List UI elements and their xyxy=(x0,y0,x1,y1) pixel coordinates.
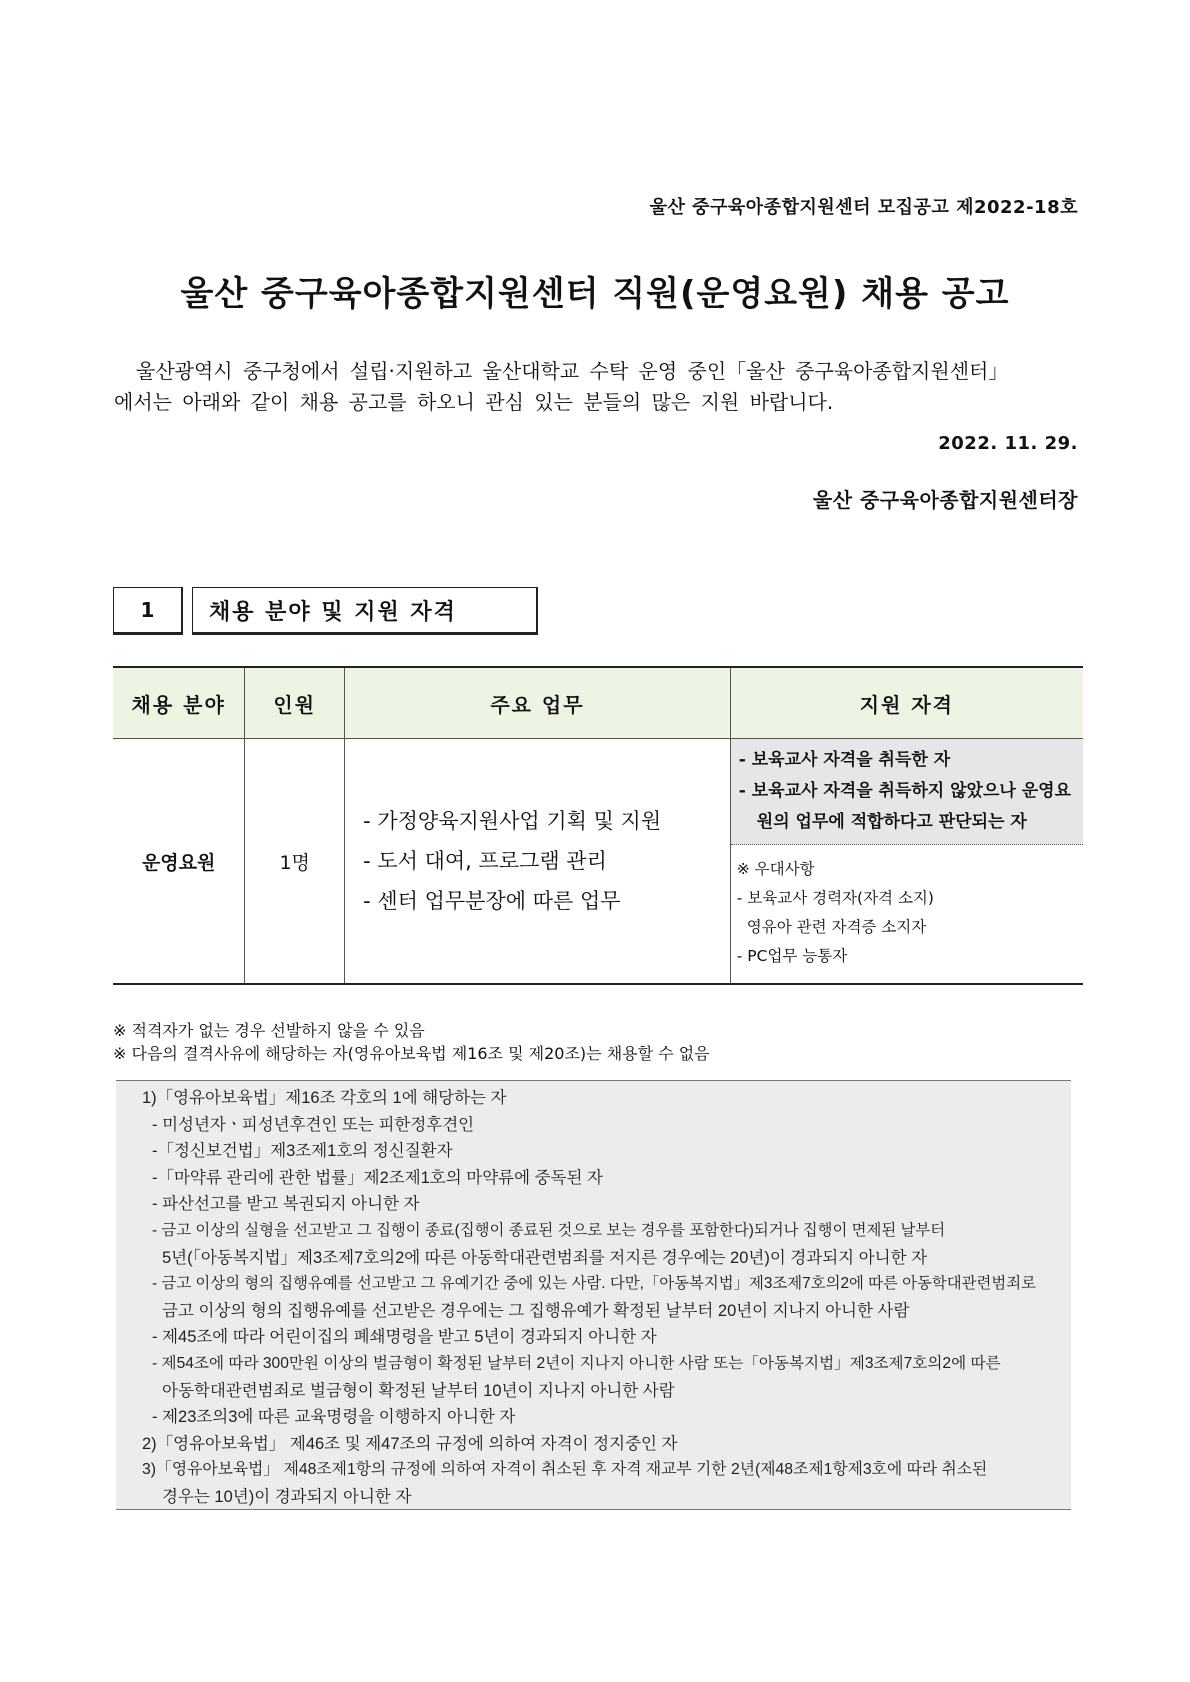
section-title: 채용 분야 및 지원 자격 xyxy=(192,587,538,635)
list-item: - 금고 이상의 형의 집행유예를 선고받고 그 유예기간 중에 있는 사람. 다만,「아동복지법」제3조제7호의2에 따른 아동학대관련범죄로 xyxy=(152,1275,1036,1293)
list-item: - 제54조에 따라 300만원 이상의 벌금형이 확정된 날부터 2년이 지나지 아니한 사람 또는「아동복지법」제3조제7호의2에 따른 xyxy=(152,1354,1001,1372)
list-item: - 미성년자ㆍ피성년후견인 또는 피한정후견인 xyxy=(152,1115,475,1134)
notice-date: 2022. 11. 29. xyxy=(938,433,1078,454)
section-number: 1 xyxy=(113,587,183,635)
required-qualifications xyxy=(731,739,1083,845)
list-item: 금고 이상의 형의 집행유예를 선고받은 경우에는 그 집행유예가 확정된 날부터 20년이 지나지 아니한 사람 xyxy=(162,1301,910,1320)
note-no-candidate: ※ 적격자가 없는 경우 선발하지 않을 수 있음 xyxy=(113,1021,425,1040)
header-qualifications: 지원 자격 xyxy=(730,667,1083,739)
disqualification-box xyxy=(116,1080,1071,1510)
cell-field: 운영요원 xyxy=(113,739,245,985)
list-item: -「정신보건법」제3조제1호의 정신질환자 xyxy=(152,1142,453,1161)
qualification-item: - 보육교사 자격을 취득하지 않았으나 운영요원의 업무에 적합하다고 판단되는 자 xyxy=(738,781,1072,832)
recruitment-table xyxy=(113,666,1083,985)
list-item: - 파산선고를 받고 복권되지 아니한 자 xyxy=(152,1195,420,1214)
header-field: 채용 분야 xyxy=(113,667,245,739)
list-item: - 제45조에 따라 어린이집의 폐쇄명령을 받고 5년이 경과되지 아니한 자 xyxy=(152,1328,657,1347)
list-item: 1)「영유아보육법」제16조 각호의 1에 해당하는 자 xyxy=(142,1089,507,1107)
cell-qualifications xyxy=(730,739,1083,985)
table-row xyxy=(113,739,1083,985)
duty-item: - 도서 대여, 프로그램 관리 xyxy=(363,849,607,873)
duty-item: - 센터 업무분장에 따른 업무 xyxy=(363,889,621,913)
intro-line-2: 에서는 아래와 같이 채용 공고를 하오니 관심 있는 분들의 많은 지원 바랍니다. xyxy=(114,390,834,414)
intro-line-1: 울산광역시 중구청에서 설립·지원하고 울산대학교 수탁 운영 중인「울산 중구육아종합지원센터」 xyxy=(136,359,1009,383)
preference-item: 영유아 관련 자격증 소지자 xyxy=(746,918,927,936)
table-header-row xyxy=(113,667,1083,739)
signer: 울산 중구육아종합지원센터장 xyxy=(812,488,1078,512)
cell-duties xyxy=(345,739,731,985)
list-item: 5년(「아동복지법」제3조제7호의2에 따른 아동학대관련범죄를 저지른 경우에는 20년)이 경과되지 아니한 자 xyxy=(162,1248,928,1267)
list-item: 아동학대관련범죄로 벌금형이 확정된 날부터 10년이 지나지 아니한 사람 xyxy=(162,1381,675,1400)
list-item: - 제23조의3에 따른 교육명령을 이행하지 아니한 자 xyxy=(152,1408,516,1427)
duty-item: - 가정양육지원사업 기획 및 지원 xyxy=(363,809,662,833)
preferences xyxy=(731,845,1083,983)
list-item: 2)「영유아보육법」 제46조 및 제47조의 규정에 의하여 자격이 정지중인 자 xyxy=(142,1434,678,1453)
list-item: - 금고 이상의 실형을 선고받고 그 집행이 종료(집행이 종료된 것으로 보는 경우를 포함한다)되거나 집행이 면제된 날부터 xyxy=(152,1221,946,1239)
page-title: 울산 중구육아종합지원센터 직원(운영요원) 채용 공고 xyxy=(180,274,1010,314)
preference-item: - PC업무 능통자 xyxy=(736,947,848,965)
note-disqualification: ※ 다음의 결격사유에 해당하는 자(영유아보육법 제16조 및 제20조)는 채용할 수 없음 xyxy=(113,1044,710,1063)
preference-item: - 보육교사 경력자(자격 소지) xyxy=(736,889,934,907)
list-item: 경우는 10년)이 경과되지 아니한 자 xyxy=(162,1487,412,1506)
list-item: -「마약류 관리에 관한 법률」제2조제1호의 마약류에 중독된 자 xyxy=(152,1168,603,1187)
header-count: 인원 xyxy=(245,667,345,739)
notice-number: 울산 중구육아종합지원센터 모집공고 제2022-18호 xyxy=(649,197,1078,218)
cell-count: 1명 xyxy=(245,739,345,985)
intro-paragraph xyxy=(114,356,1082,418)
qualification-item: - 보육교사 자격을 취득한 자 xyxy=(738,750,951,770)
list-item: 3)「영유아보육법」 제48조제1항의 규정에 의하여 자격이 취소된 후 자격 재교부 기한 2년(제48조제1항제3호에 따라 취소된 xyxy=(142,1461,988,1479)
header-duties: 주요 업무 xyxy=(345,667,731,739)
preference-heading: ※ 우대사항 xyxy=(736,860,815,878)
